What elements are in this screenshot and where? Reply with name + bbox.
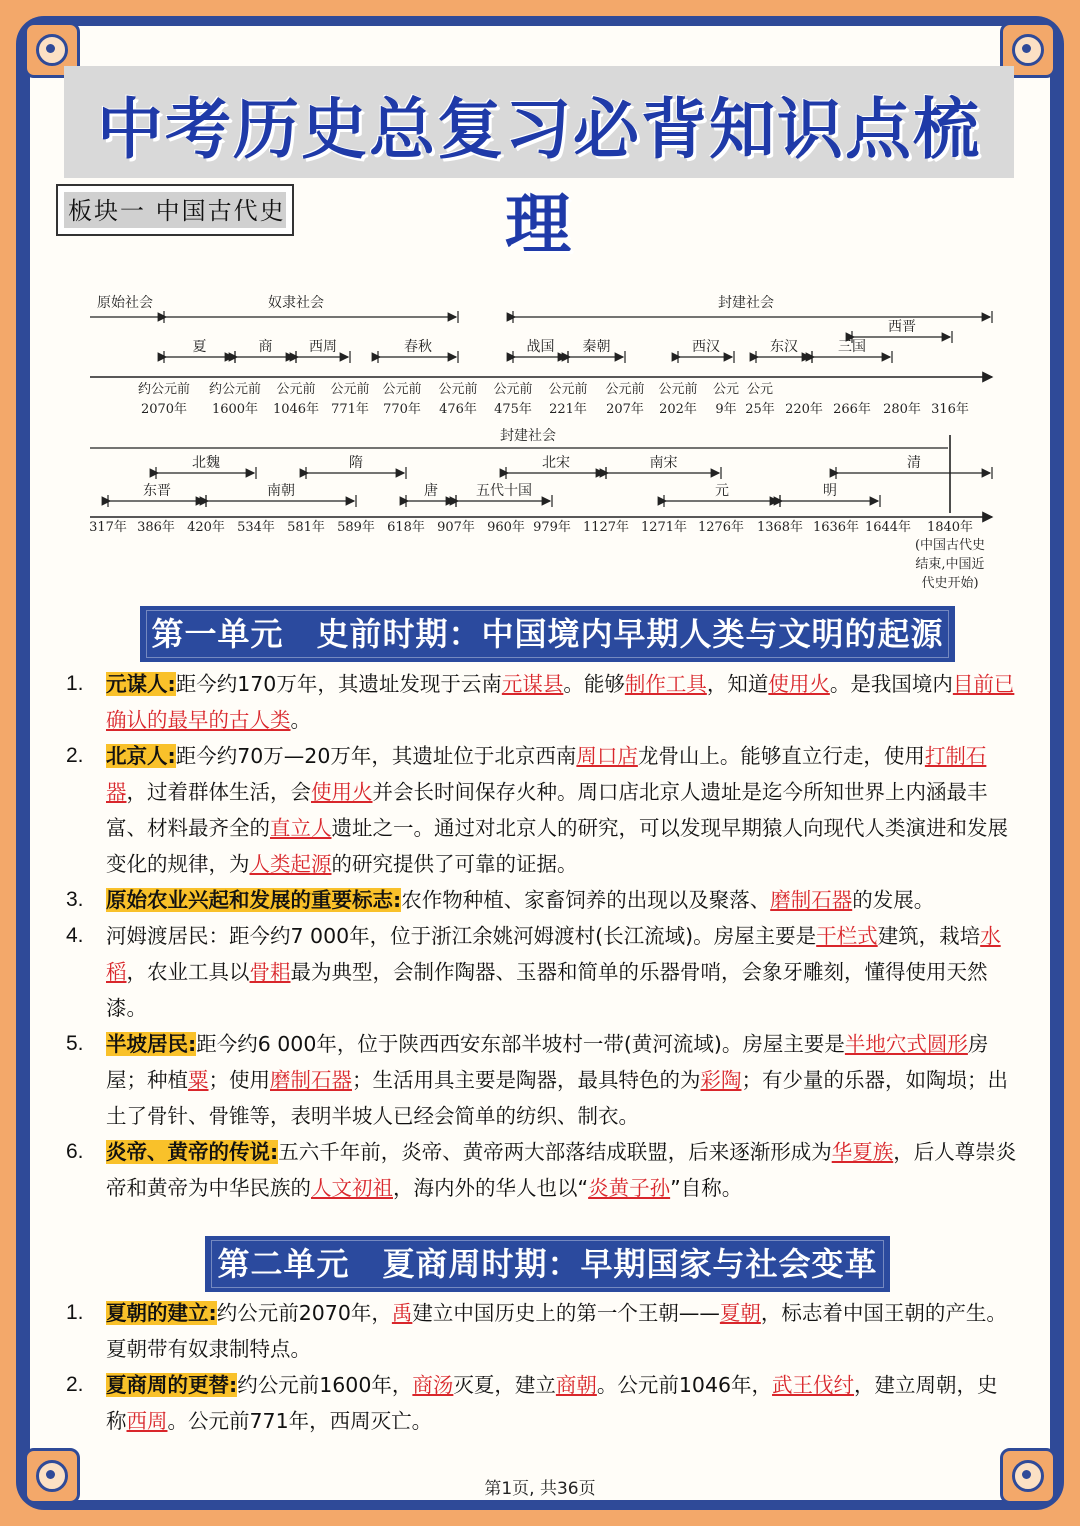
key-term: 使用火: [311, 780, 373, 804]
period-label: 元: [715, 483, 729, 499]
item-text: ，知道: [706, 672, 769, 696]
list-item: [62, 882, 1017, 918]
item-text: 。: [290, 708, 311, 732]
date-label: 589年: [337, 520, 375, 535]
period-label: 战国: [526, 339, 555, 355]
era-label: 原始社会: [97, 295, 153, 311]
period-label: 三国: [838, 339, 866, 355]
item-number: 6.: [66, 1140, 84, 1163]
key-term: 人文初祖: [311, 1176, 393, 1200]
unit1-heading: 第一单元 史前时期：中国境内早期人类与文明的起源: [140, 606, 955, 662]
era-label: 封建社会: [500, 428, 556, 444]
period-label: 东晋: [143, 483, 171, 499]
item-text: ；有少量的乐器，如陶埙；出土了骨针、骨锥等，表明半坡人已经会简单的纺织、制衣。: [106, 1068, 1008, 1128]
period-label: 夏: [192, 339, 207, 355]
key-term: 武王伐纣: [772, 1373, 855, 1397]
key-term: 西周: [126, 1409, 168, 1433]
item-text: ”自称。: [670, 1176, 743, 1200]
key-term: 磨制石器: [770, 888, 853, 912]
date-label: 公元前: [438, 382, 478, 397]
timeline-note: 代史开始): [921, 576, 979, 591]
item-number: 3.: [66, 888, 84, 911]
section-tag: [56, 184, 294, 236]
key-term: 元谋县: [501, 672, 564, 696]
date-label: 475年: [494, 402, 532, 417]
item-text: 距今约6 000年，位于陕西西安东部半坡村一带(黄河流域)。房屋主要是: [196, 1032, 845, 1056]
item-text: 并会长时间保存火种。周口店北京人遗址是迄今所知世界上内涵最丰富、材料最齐全的: [106, 780, 988, 840]
item-number: 2.: [66, 744, 84, 767]
date-label: 221年: [549, 402, 587, 417]
page-title: 中考历史总复习必背知识点梳理: [97, 91, 981, 263]
date-label: 420年: [187, 520, 225, 535]
period-label: 商: [258, 339, 273, 355]
period-label: 秦朝: [582, 339, 611, 355]
date-label: 1368年: [756, 520, 804, 535]
period-label: 北宋: [542, 455, 570, 471]
period-label: 东汉: [770, 339, 798, 355]
key-term: 华夏族: [831, 1140, 894, 1164]
date-label: 公元前: [276, 382, 316, 397]
date-label: 公元前: [493, 382, 533, 397]
key-term: 夏朝: [719, 1301, 761, 1325]
date-label: 202年: [659, 402, 697, 417]
item-text: ，海内外的华人也以“: [393, 1176, 589, 1200]
date-label: 1276年: [697, 520, 745, 535]
key-term: 直立人: [270, 816, 332, 840]
key-term: 骨耜: [249, 960, 291, 984]
date-label: 979年: [533, 520, 571, 535]
unit2-list: [62, 1295, 1017, 1439]
item-text: 遗址之一。通过对北京人的研究，可以发现早期猿人向现代人类演进和发展变化的规律，为: [106, 816, 1008, 876]
key-term: 禹: [391, 1301, 413, 1325]
period-label: 西晋: [888, 319, 916, 335]
item-keyword: 夏商周的更替:: [106, 1373, 238, 1397]
date-label: 公元前: [658, 382, 698, 397]
item-number: 4.: [66, 924, 84, 947]
key-term: 制作工具: [624, 672, 707, 696]
key-term: 磨制石器: [270, 1068, 352, 1092]
list-item: [62, 1134, 1017, 1206]
key-term: 人类起源: [249, 852, 332, 876]
item-text: 约公元前1600年，: [237, 1373, 413, 1397]
section-tag-label: 板块一 中国古代史: [64, 192, 286, 228]
period-label: 北魏: [192, 455, 220, 471]
date-label: 280年: [883, 402, 921, 417]
item-number: 2.: [66, 1373, 84, 1396]
item-text: 。公元前771年，西周灭亡。: [167, 1409, 433, 1433]
item-text: 农作物种植、家畜饲养的出现以及聚落、: [401, 888, 771, 912]
unit1-list: [62, 666, 1017, 1206]
item-text: 龙骨山上。能够直立行走，使用: [637, 744, 925, 768]
key-term: 炎黄子孙: [588, 1176, 671, 1200]
date-label: 581年: [287, 520, 325, 535]
date-label: 1271年: [640, 520, 688, 535]
item-keyword: 北京人:: [106, 744, 176, 768]
period-label: 唐: [424, 483, 438, 499]
list-item: [62, 738, 1017, 882]
period-label: 五代十国: [476, 483, 532, 499]
date-label: 771年: [331, 402, 369, 417]
item-text: 距今约170万年，其遗址发现于云南: [175, 672, 502, 696]
item-text: 五六千年前，炎帝、黄帝两大部落结成联盟，后来逐渐形成为: [278, 1140, 832, 1164]
key-term: 半地穴式圆形: [844, 1032, 968, 1056]
era-label: 封建社会: [718, 295, 774, 311]
date-label: 1600年: [211, 402, 259, 417]
date-label: 534年: [237, 520, 275, 535]
item-text: 灭夏，建立: [453, 1373, 556, 1397]
period-label: 隋: [349, 455, 363, 471]
date-label: 1840年: [926, 520, 974, 535]
list-item: [62, 666, 1017, 738]
item-text: 建立中国历史上的第一个王朝——: [412, 1301, 720, 1325]
item-text: 。能够: [563, 672, 625, 696]
date-label: 770年: [383, 402, 421, 417]
date-label: 1046年: [272, 402, 320, 417]
date-label: 约公元前: [208, 382, 262, 397]
date-label: 公元前: [330, 382, 370, 397]
page-footer: 第1页, 共36页: [484, 1479, 596, 1499]
item-keyword: 半坡居民:: [106, 1032, 197, 1056]
date-label: 220年: [785, 402, 823, 417]
item-text: 最为典型，会制作陶器、玉器和简单的乐器骨哨，会象牙雕刻，懂得使用天然漆。: [106, 960, 988, 1020]
timeline-diagram: [80, 285, 1010, 600]
date-label: 476年: [439, 402, 477, 417]
date-label: 2070年: [140, 402, 188, 417]
date-label: 1127年: [582, 520, 630, 535]
item-text: 的发展。: [852, 888, 935, 912]
item-text: ，农业工具以: [126, 960, 250, 984]
timeline-note: (中国古代史: [914, 538, 986, 553]
date-label: 公元: [712, 382, 740, 397]
date-label: 公元前: [605, 382, 645, 397]
item-keyword: 原始农业兴起和发展的重要标志:: [106, 888, 402, 912]
key-term: 周口店: [576, 744, 638, 768]
list-item: [62, 918, 1017, 1026]
key-term: 干栏式: [816, 924, 878, 948]
date-label: 907年: [437, 520, 475, 535]
item-text: ，标志着中国王朝的产生。夏朝带有奴隶制特点。: [106, 1301, 1007, 1361]
item-text: 河姆渡居民：距今约7 000年，位于浙江余姚河姆渡村(长江流域)。房屋主要是: [106, 924, 817, 948]
era-label: 奴隶社会: [268, 295, 324, 311]
period-label: 春秋: [404, 339, 432, 355]
date-label: 960年: [487, 520, 525, 535]
period-label: 南朝: [267, 483, 295, 499]
unit2-heading: 第二单元 夏商周时期：早期国家与社会变革: [205, 1236, 890, 1292]
date-label: 1636年: [812, 520, 860, 535]
item-text: ，过着群体生活，会: [126, 780, 311, 804]
key-term: 打制石器: [106, 744, 987, 804]
period-label: 明: [823, 483, 837, 499]
key-term: 使用火: [768, 672, 830, 696]
item-text: ；生活用具主要是陶器，最具特色的为: [352, 1068, 701, 1092]
period-label: 南宋: [649, 455, 678, 471]
key-term: 目前已确认的最早的古人类: [106, 672, 1015, 732]
item-text: ，建立周朝，史称: [106, 1373, 998, 1433]
item-keyword: 元谋人:: [106, 672, 176, 696]
date-label: 266年: [833, 402, 871, 417]
item-text: ；使用: [208, 1068, 270, 1092]
key-term: 粟: [188, 1068, 209, 1092]
item-text: 距今约70万—20万年，其遗址位于北京西南: [175, 744, 577, 768]
list-item: [62, 1295, 1017, 1367]
item-keyword: 夏朝的建立:: [106, 1301, 217, 1325]
list-item: [62, 1026, 1017, 1134]
item-number: 1.: [66, 1301, 84, 1324]
date-label: 公元前: [382, 382, 422, 397]
period-label: 清: [907, 455, 921, 471]
date-label: 207年: [606, 402, 644, 417]
item-text: 。公元前1046年，: [596, 1373, 773, 1397]
date-label: 公元: [746, 382, 774, 397]
item-text: ，后人尊崇炎帝和黄帝为中华民族的: [106, 1140, 1017, 1200]
item-text: 的研究提供了可靠的证据。: [331, 852, 578, 876]
date-label: 25年: [745, 402, 775, 417]
item-keyword: 炎帝、黄帝的传说:: [106, 1140, 279, 1164]
key-term: 商朝: [555, 1373, 597, 1397]
date-label: 618年: [387, 520, 425, 535]
date-label: 386年: [137, 520, 175, 535]
item-text: 。是我国境内: [829, 672, 953, 696]
key-term: 彩陶: [700, 1068, 742, 1092]
period-label: 西汉: [692, 339, 720, 355]
date-label: 317年: [89, 520, 127, 535]
key-term: 水稻: [106, 924, 1001, 984]
item-text: 房屋；种植: [106, 1032, 989, 1092]
key-term: 商汤: [412, 1373, 454, 1397]
item-number: 5.: [66, 1032, 84, 1055]
timeline-note: 结束,中国近: [915, 557, 985, 572]
item-text: 建筑，栽培: [877, 924, 981, 948]
date-label: 约公元前: [137, 382, 191, 397]
date-label: 1644年: [864, 520, 912, 535]
item-text: 约公元前2070年，: [216, 1301, 392, 1325]
date-label: 公元前: [548, 382, 588, 397]
date-label: 316年: [931, 402, 969, 417]
list-item: [62, 1367, 1017, 1439]
item-number: 1.: [66, 672, 84, 695]
period-label: 西周: [309, 339, 337, 355]
date-label: 9年: [715, 402, 737, 417]
